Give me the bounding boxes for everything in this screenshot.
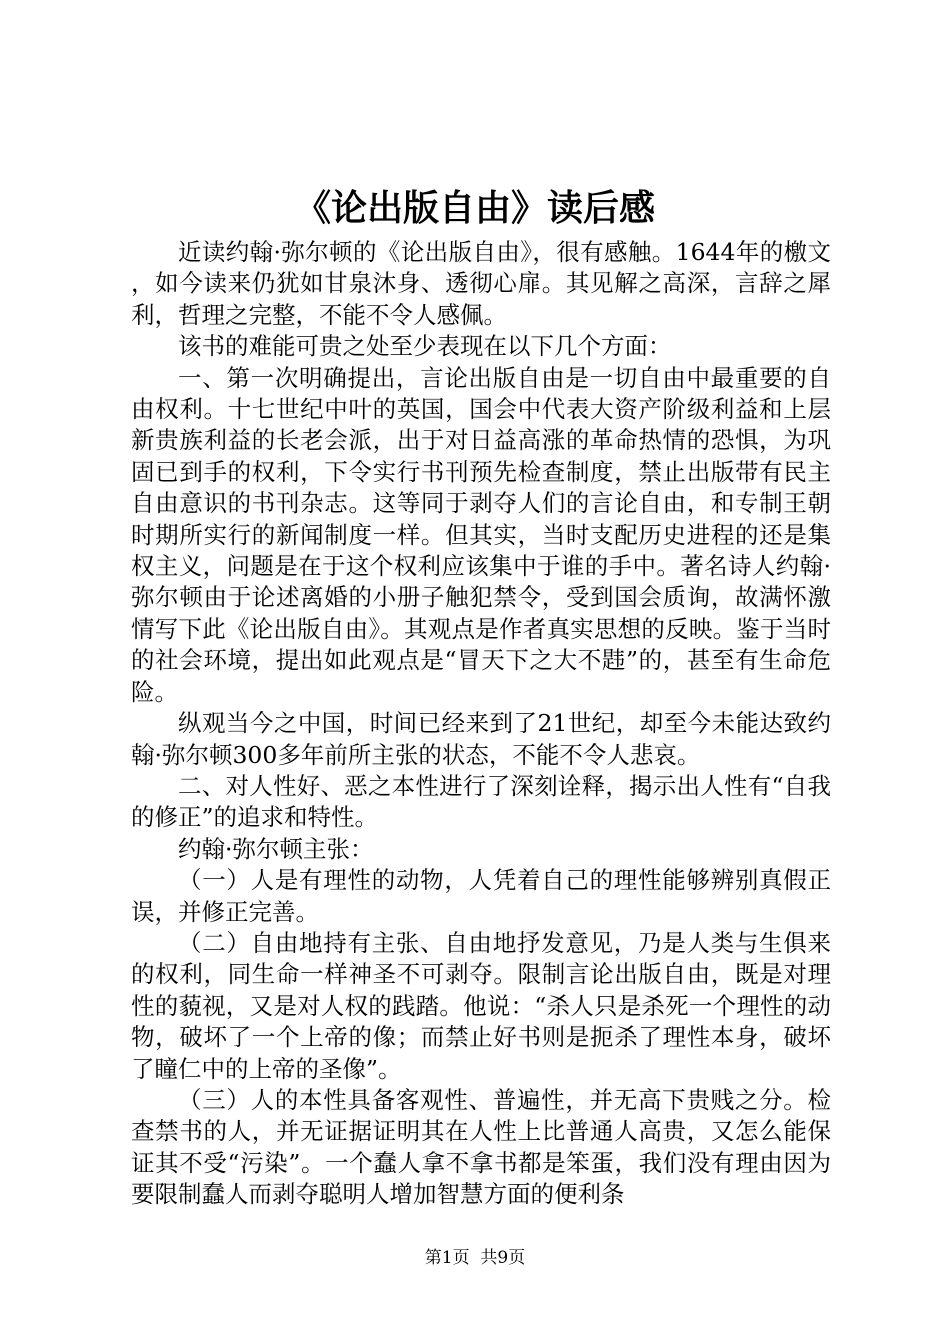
paragraph-claim-three: （三）人的本性具备客观性、普遍性，并无高下贵贱之分。检查禁书的人，并无证据证明其在人性上比普通人高贵，又怎么能保证其不受“污染”。一个蠢人拿不拿书都是笨蛋，我们没有理由因为要限制蠢人而剥夺聪明人增加智慧方面的便利条 — [131, 1085, 831, 1209]
paragraph-claim-two: （二）自由地持有主张、自由地抒发意见，乃是人类与生俱来的权利，同生命一样神圣不可剥夺。限制言论出版自由，既是对理性的藐视，又是对人权的践踏。他说：“杀人只是杀死一个理性的动物，破坏了一个上帝的像；而禁止好书则是扼杀了理性本身，破坏了瞳仁中的上帝的圣像”。 — [131, 928, 831, 1083]
paragraph-claim-one: （一）人是有理性的动物，人凭着自己的理性能够辨别真假正误，并修正完善。 — [131, 866, 831, 926]
paragraph-point-two: 二、对人性好、恶之本性进行了深刻诠释，揭示出人性有“自我的修正”的追求和特性。 — [131, 771, 831, 832]
page-total: 共9页 — [480, 1248, 526, 1268]
paragraph-milton-claims: 约翰·弥尔顿主张： — [178, 834, 374, 863]
document-title: 《论出版自由》读后感 — [294, 187, 655, 229]
paragraph-aspects-intro: 该书的难能可贵之处至少表现在以下几个方面： — [178, 332, 672, 361]
paragraph-intro: 近读约翰·弥尔顿的《论出版自由》，很有感触。1644年的檄文，如今读来仍犹如甘泉沐身、透彻心扉。其见解之高深，言辞之犀利，哲理之完整，不能不令人感佩。 — [131, 238, 831, 329]
page-footer — [0, 1246, 950, 1270]
paragraph-contemporary-china: 纵观当今之中国，时间已经来到了21世纪，却至今未能达致约翰·弥尔顿300多年前所主张的状态，不能不令人悲哀。 — [131, 709, 831, 769]
page-number: 第1页 — [424, 1248, 470, 1268]
paragraph-point-one: 一、第一次明确提出，言论出版自由是一切自由中最重要的自由权利。十七世纪中叶的英国，国会中代表大资产阶级利益和上层新贵族利益的长老会派，出于对日益高涨的革命热情的恐惧，为巩固已到手的权利，下令实行书刊预先检查制度，禁止出版带有民主自由意识的书刊杂志。这等同于剥夺人们的言论自由，和专制王朝时期所实行的新闻制度一样。但其实，当时支配历史进程的还是集权主义，问题是在于这个权利应该集中于谁的手中。著名诗人约翰·弥尔顿由于论述离婚的小册子触犯禁令，受到国会质询，故满怀激情写下此《论出版自由》。其观点是作者真实思想的反映。鉴于当时的社会环境，提出如此观点是“冒天下之大不韪”的，甚至有生命危险。 — [131, 363, 831, 706]
document-body — [131, 237, 831, 1211]
